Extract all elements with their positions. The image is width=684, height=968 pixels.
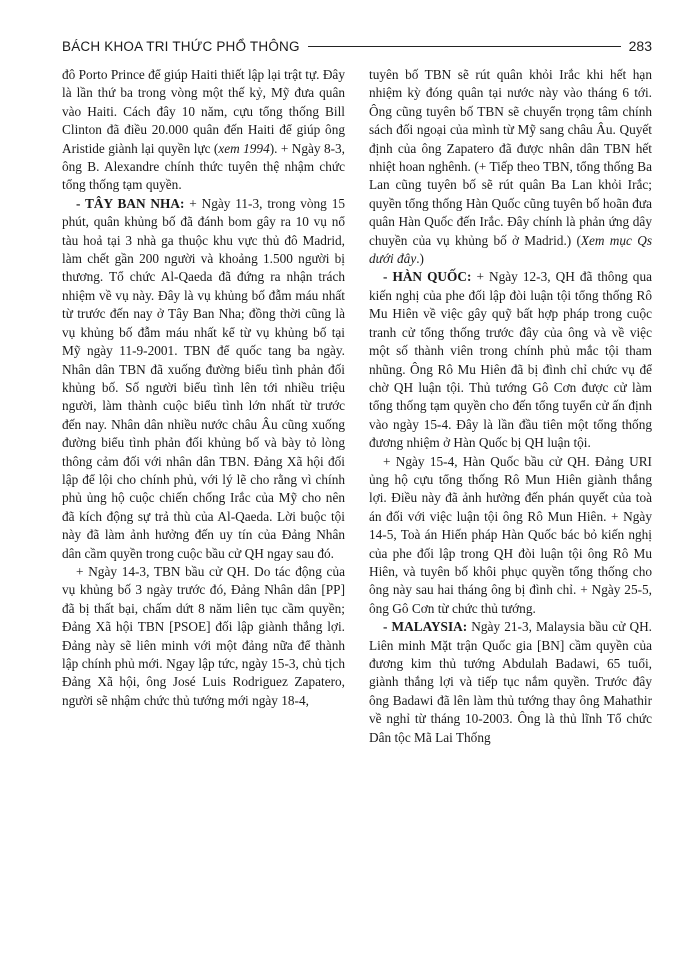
left-column — [62, 66, 345, 946]
paragraph-text: tuyên bố TBN sẽ rút quân khỏi Irắc khi hết hạn nhiệm kỳ đóng quân tại nước này vào tháng 6 tới. Ông cũng tuyên bố TBN sẽ chuyển trọng tâm chính sách đối ngoại của mình từ Mỹ sang châu Âu. Quyết định của ông Zapatero đã được nhân dân TBN hết nhiệt hoan nghênh. (+ Tiếp theo TBN, tổng thống Ba Lan cũng tuyên bố sẽ rút quân Ba Lan khỏi Irắc; quyền tổng thống Hàn Quốc cũng tuyên bố hoãn đưa quân Hàn Quốc đến Irắc. Đây chính là phản ứng dây chuyền của vụ khủng bố ở Madrid.) ( — [369, 67, 652, 248]
right-column — [369, 66, 652, 946]
paragraph-text: Ngày 21-3, Malaysia bầu cử QH. Liên minh Mặt trận Quốc gia [BN] cầm quyền của đương kim thủ tướng Abdulah Badawi, 65 tuổi, giành thắng lợi và tiếp tục nắm quyền. Trước đây ông Badawi đã lên làm thủ tướng thay ông Mahathir về nghỉ từ tháng 10-2003. Ông là thủ lĩnh Tổ chức Dân tộc Mã Lai Thống — [369, 619, 653, 745]
running-header — [62, 36, 652, 56]
paragraph-malaysia — [369, 618, 652, 747]
paragraph-text: đô Porto Prince để giúp Haiti thiết lập lại trật tự. Đây là lần thứ ba trong vòng một thế kỷ, Mỹ đưa quân vào Haiti. Cách đây 10 năm, cựu tổng thống Bill Clinton đã điều 20.000 quân đến Haiti để giúp ông Aristide giành lại quyền lực ( — [62, 67, 345, 156]
paragraph-spain — [62, 195, 345, 563]
page-number: 283 — [628, 38, 652, 54]
section-heading-korea: - HÀN QUỐC: — [383, 269, 472, 285]
paragraph-text: + Ngày 11-3, trong vòng 15 phút, quân khủng bố đã đánh bom gây ra 10 vụ nổ tàu hoả tại 3 nhà ga thuộc khu vực thủ đô Madrid, làm chết gần 200 người và khoảng 1.500 người bị thương. Tổ chức Al-Qaeda đã đứng ra nhận trách nhiệm về vụ này. Đây là vụ khủng bố đẫm máu nhất từ trước đến nay ở Tây Ban Nha; đồng thời cũng là vụ khủng bố đẫm máu nhất kể từ vụ khủng bố tại Mỹ ngày 11-9-2001. TBN để quốc tang ba ngày. Nhân dân TBN đã xuống đường biểu tình phản đối khủng bố. Số người biểu tình lên tới nhiều triệu người, làm thành cuộc biểu tình lớn nhất từ trước đến nay. Nhân dân nhiều nước châu Âu cũng xuống đường biểu tình phản đối khủng bố và bày tỏ lòng thông cảm đối với nhân dân TBN. Đảng Xã hội đối lập để lội cho chính phủ, với lý lẽ cho rằng vì chính phủ ủng hộ cuộc chiến chống Irắc của Mỹ cho nên đã kích động sự trả thù của Al-Qaeda. Lời buộc tội này đã làm ảnh hưởng đến uy tín của Đảng Nhân dân cầm quyền trong cuộc bầu cử QH ngay sau đó. — [62, 195, 345, 561]
header-rule — [308, 46, 621, 47]
paragraph-haiti-continued — [62, 66, 345, 195]
running-header-title: BÁCH KHOA TRI THỨC PHỔ THÔNG — [62, 38, 300, 54]
paragraph-korea — [369, 268, 652, 452]
paragraph-text: .) — [416, 251, 424, 267]
paragraph-text: ). + Ngày 8-3, ông B. Alexandre chính thức tuyên thệ nhậm chức tổng thống tạm quyền. — [62, 140, 345, 193]
paragraph-text: + Ngày 12-3, QH đã thông qua kiến nghị của phe đối lập đòi luận tội tổng thống Rô Mu Hiên về việc gây quỹ bất hợp pháp trong cuộc tranh cử tổng thống trước đây của ông và về việc một số thành viên trong chính phủ mắc tội tham nhũng. Ông Rô Mu Hiên đã bị đình chỉ chức vụ để chờ QH luận tội. Thủ tướng Gô Cơn được cử làm tổng thống tạm quyền cho đến tổng tuyển cử ấn định vào ngày 15-4. Đây là lần đầu tiên một tổng thống đương nhiệm ở Hàn Quốc bị QH luận tội. — [369, 269, 652, 451]
section-heading-spain: - TÂY BAN NHA: — [76, 195, 185, 211]
section-heading-malaysia: - MALAYSIA: — [383, 619, 468, 635]
cross-reference: Xem mục Qs dưới đây — [369, 232, 652, 267]
paragraph-spain-election: + Ngày 14-3, TBN bầu cử QH. Do tác động của vụ khủng bố 3 ngày trước đó, Đảng Nhân dân [PP] đã bị thất bại, chấm dứt 8 năm liên tục cầm quyền; Đảng Xã hội TBN [PSOE] đối lập giành thắng lợi. Đảng này sẽ liên minh với một đảng nữa để thành lập chính phủ mới. Ngay lập tức, ngày 15-3, chủ tịch Đảng Xã hội, ông José Luis Rodriguez Zapatero, người sẽ nhậm chức thủ tướng mới ngày 18-4, — [62, 563, 345, 708]
cross-reference: xem 1994 — [218, 140, 270, 156]
paragraph-spain-continued — [369, 66, 652, 268]
two-column-body — [62, 66, 652, 946]
paragraph-korea-election: + Ngày 15-4, Hàn Quốc bầu cử QH. Đảng URI ủng hộ cựu tổng thống Rô Mun Hiên giành thắng lợi. Điều này đã ảnh hưởng đến phán quyết của toà án đối với việc luận tội ông Rô Mun Hiên. + Ngày 14-5, Toà án Hiến pháp Hàn Quốc bác bỏ kiến nghị của phe đối lập trong QH đòi luận tội ông Rô Mu Hiên, và tuyên bố khôi phục quyền tổng thống cho ông này sau hai tháng ông bị đình chỉ. + Ngày 25-5, ông Gô Cơn từ chức thủ tướng. — [369, 453, 652, 616]
